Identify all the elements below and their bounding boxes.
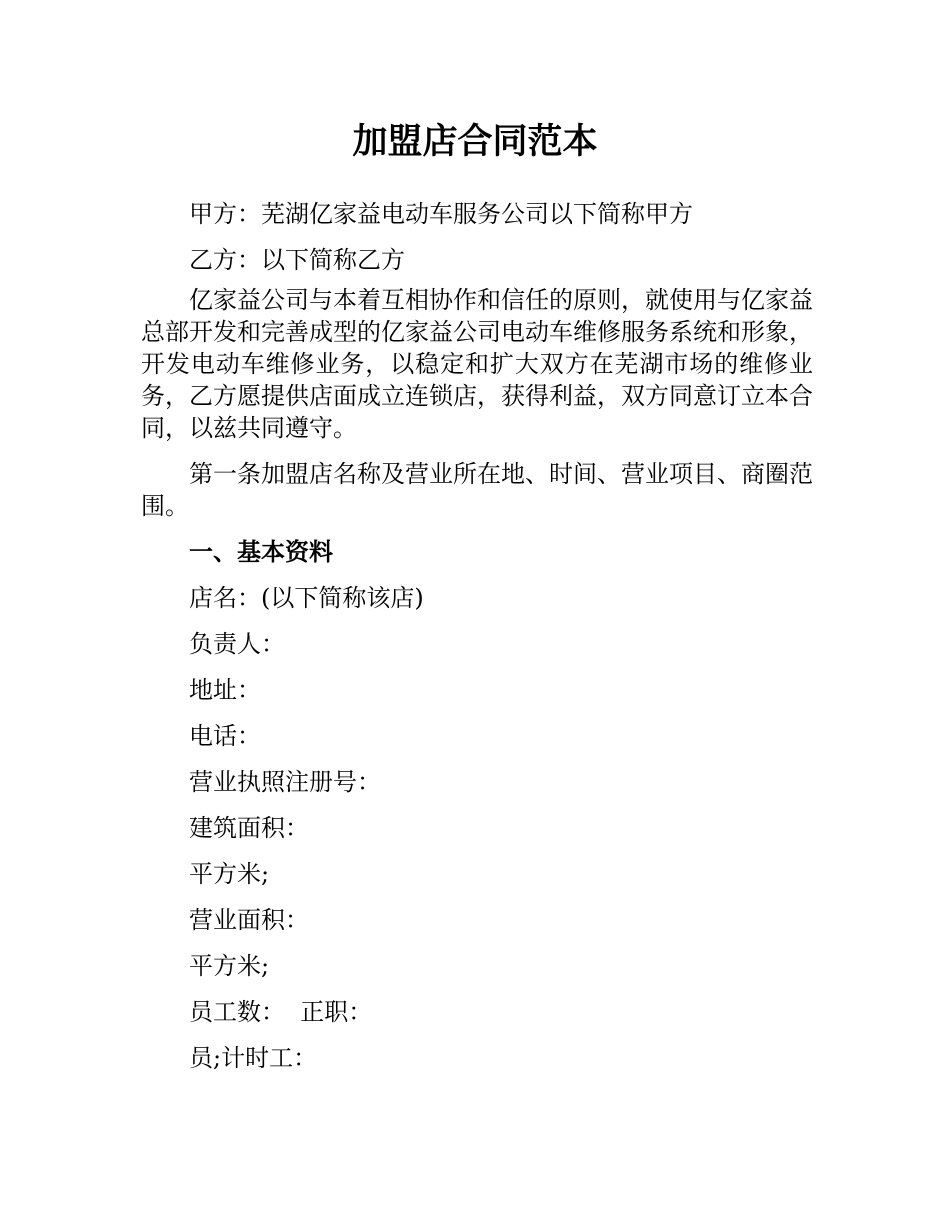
preamble-paragraph: 亿家益公司与本着互相协作和信任的原则，就使用与亿家益总部开发和完善成型的亿家益公司电动车维修服务系统和形象，开发电动车维修业务，以稳定和扩大双方在芜湖市场的维修业务，乙方愿提供店面成立连锁店，获得利益，双方同意订立本合同，以兹共同遵守。 (141, 286, 813, 442)
field-business-area: 营业面积： (189, 906, 309, 934)
field-staff-hourly: 员;计时工： (189, 1044, 318, 1072)
field-staff-count: 员工数： 正职： (189, 998, 373, 1026)
field-store-name: 店名：(以下简称该店) (189, 584, 424, 612)
document-body (141, 198, 813, 1088)
field-phone: 电话： (189, 722, 261, 750)
field-address: 地址： (189, 676, 261, 704)
field-manager: 负责人： (189, 630, 285, 658)
article-one-paragraph: 第一条加盟店名称及营业所在地、时间、营业项目、商圈范围。 (141, 460, 813, 520)
field-building-area-unit: 平方米; (189, 860, 270, 888)
party-b-paragraph: 乙方：以下简称乙方 (189, 246, 405, 274)
field-business-area-unit: 平方米; (189, 952, 270, 980)
field-building-area: 建筑面积： (189, 814, 309, 842)
party-a-paragraph: 甲方：芜湖亿家益电动车服务公司以下简称甲方 (189, 200, 693, 228)
section-heading: 一、基本资料 (189, 538, 333, 566)
document-title: 加盟店合同范本 (352, 122, 598, 162)
field-license-number: 营业执照注册号： (189, 768, 381, 796)
